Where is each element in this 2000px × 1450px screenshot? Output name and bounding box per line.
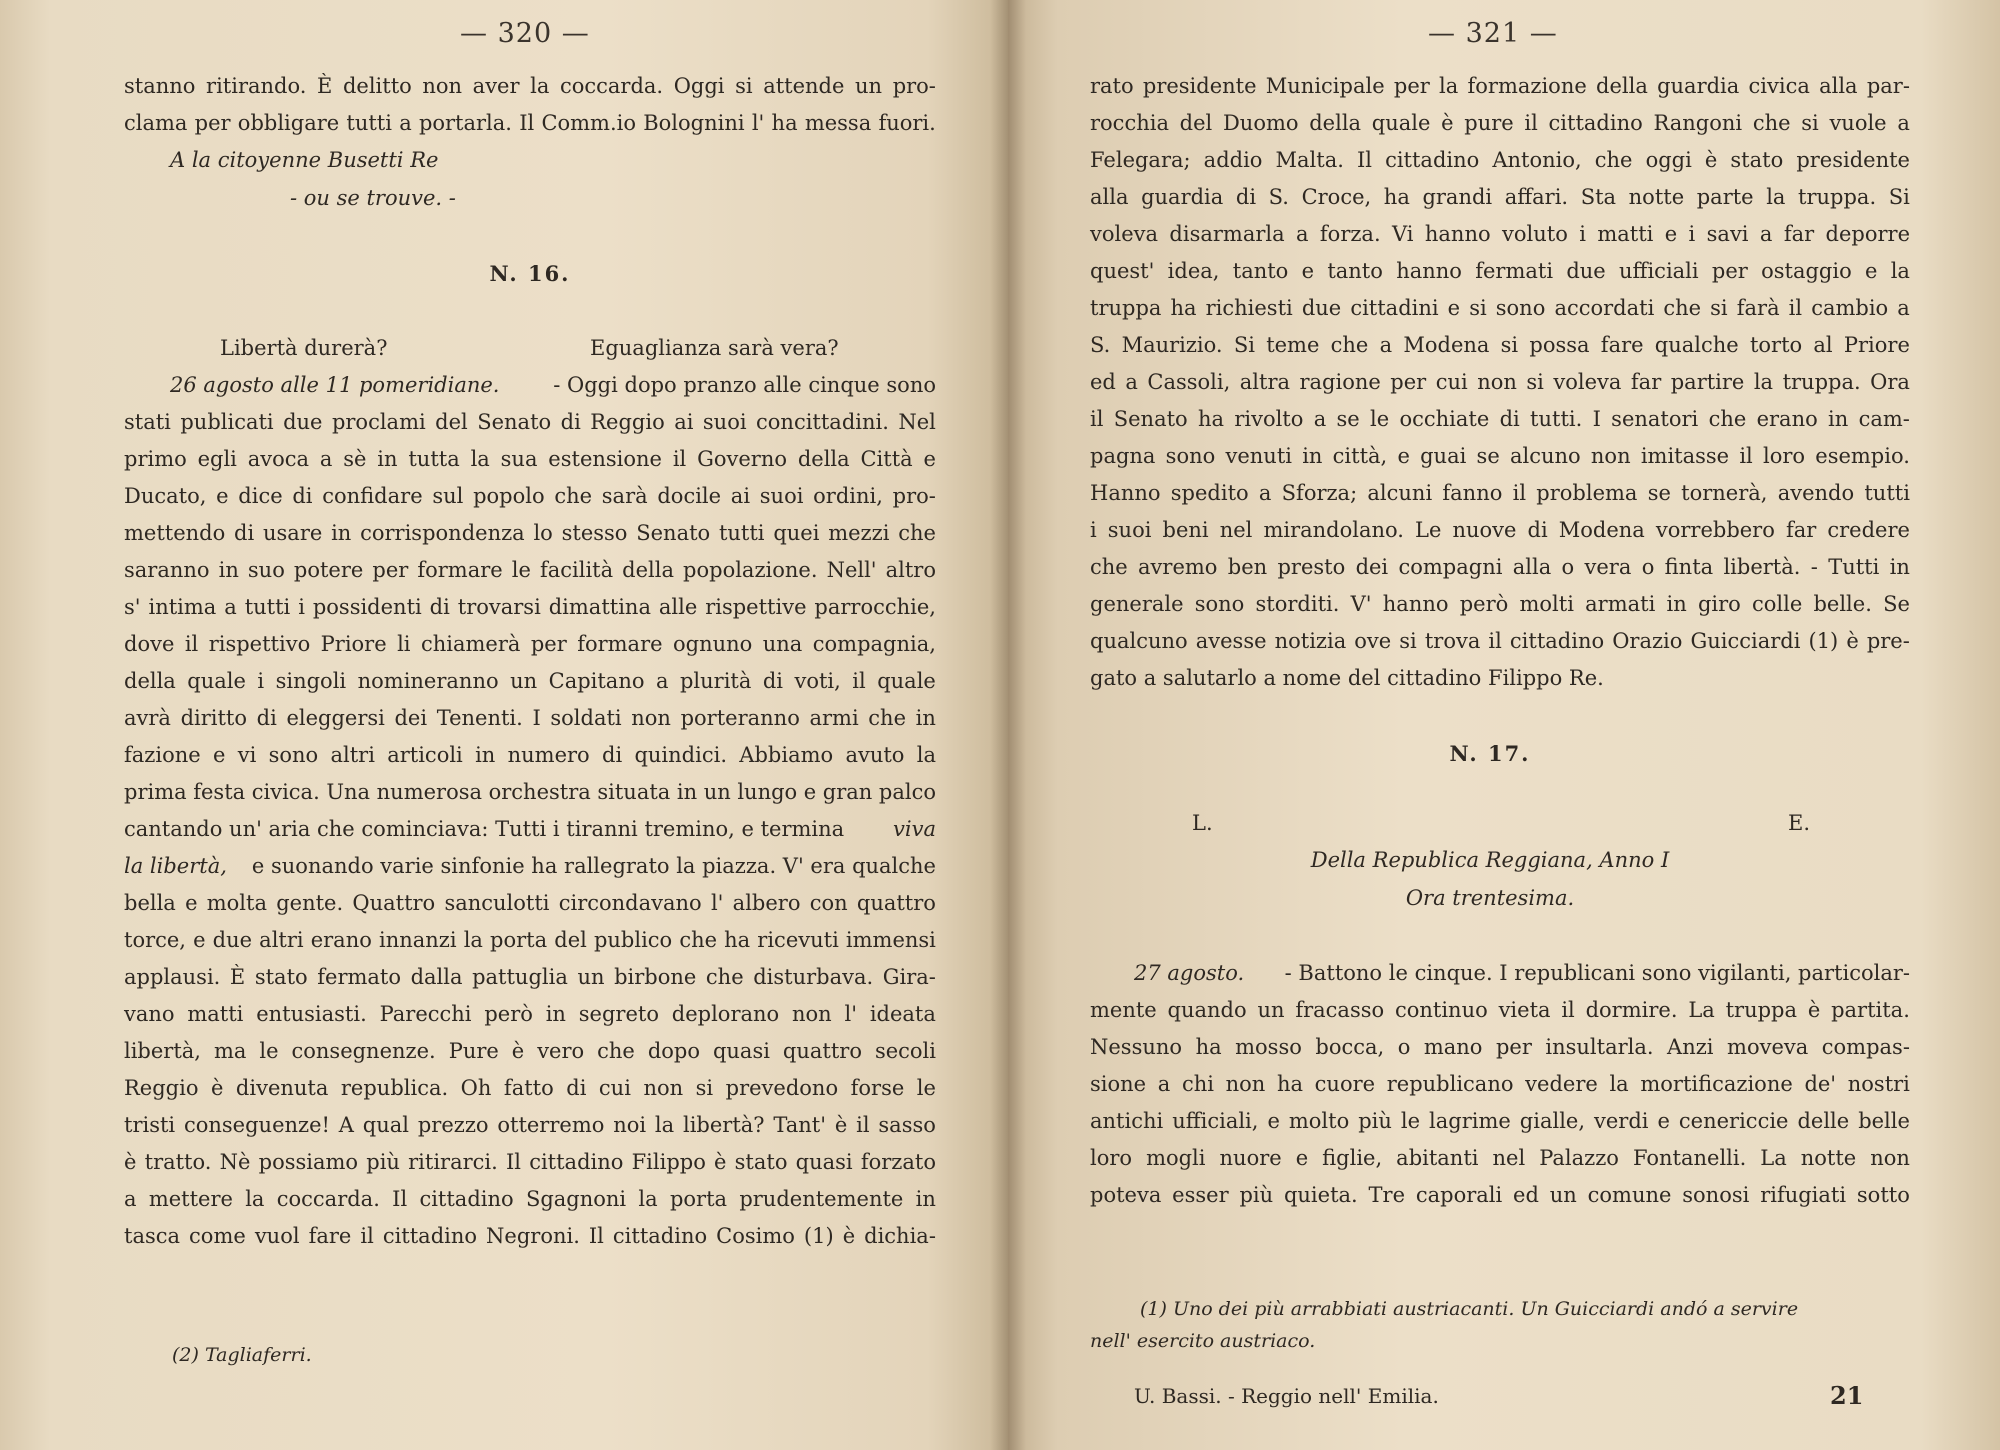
text-line: stanno ritirando. È delitto non aver la coccarda. Oggi si attende un pro- (124, 74, 936, 98)
section-heading: Della Republica Reggiana, Anno I (1310, 848, 1670, 872)
text-line: S. Maurizio. Si teme che a Modena si possa fare qualche torto al Priore (1090, 333, 1910, 357)
text-line: pagna sono venuti in città, e guai se alcuno non imitasse il loro esempio. (1090, 444, 1910, 468)
page-number-header: — 320 — (460, 18, 590, 49)
text-line: s' intima a tutti i possidenti di trovarsi dimattina alle rispettive parrocchie, (124, 595, 936, 619)
dateline: 27 agosto. (1134, 961, 1245, 985)
dateline: 26 agosto alle 11 pomeridiane. (170, 373, 500, 397)
text-line: della quale i singoli nomineranno un Capitano a plurità di voti, il quale (124, 669, 936, 693)
text-line: prima festa civica. Una numerosa orchestra situata in un lungo e gran palco (124, 780, 936, 804)
signature-folio: 21 (1830, 1381, 1864, 1410)
text-line: primo egli avoca a sè in tutta la sua estensione il Governo della Città e (124, 447, 936, 471)
text-line: mettendo di usare in corrispondenza lo stesso Senato tutti quei mezzi che (124, 521, 936, 545)
text-line: quest' idea, tanto e tanto hanno fermati due ufficiali per ostaggio e la (1090, 259, 1910, 283)
section-number: N. 16. (489, 261, 571, 286)
text-line: gato a salutarlo a nome del cittadino Filippo Re. (1090, 666, 1604, 690)
initial-left: L. (1192, 811, 1213, 835)
text-line: saranno in suo potere per formare le facilità della popolazione. Nell' altro (124, 558, 936, 582)
text-line: sione a chi non ha cuore republicano vedere la mortificazione de' nostri (1090, 1072, 1910, 1096)
section-heading: Ora trentesima. (1405, 886, 1575, 910)
right-page (1008, 0, 2000, 1450)
footnote-text: (1) Uno dei più arrabbiati austriacanti. Un Guicciardi andó a servire (1140, 1298, 1799, 1320)
text-line: applausi. È stato fermato dalla pattuglia un birbone che disturbava. Gira- (124, 965, 936, 989)
text-line: stati publicati due proclami del Senato di Reggio ai suoi concittadini. Nel (124, 410, 936, 434)
text-line: Reggio è divenuta republica. Oh fatto di cui non si prevedono forse le (124, 1076, 936, 1100)
text-line: tristi conseguenze! A qual prezzo otterremo noi la libertà? Tant' è il sasso (124, 1113, 936, 1137)
dateline-row (170, 375, 936, 396)
text-line: truppa ha richiesti due cittadini e si sono accordati che si farà il cambio a (1090, 296, 1910, 320)
text-line: Nessuno ha mosso bocca, o mano per insultarla. Anzi moveva compas- (1090, 1035, 1910, 1059)
footnote (1140, 1300, 1910, 1319)
motto-left: Libertà durerà? (220, 336, 388, 360)
page-number-header: — 321 — (1428, 18, 1558, 49)
text-line: libertà, ma le consegnenze. Pure è vero che dopo quasi quattro secoli (124, 1039, 936, 1063)
text-line: bella e molta gente. Quattro sanculotti circondavano l' albero con quattro (124, 891, 936, 915)
text-line: il Senato ha rivolto a se le occhiate di tutti. I senatori che erano in cam- (1090, 407, 1910, 431)
text-line: i suoi beni nel mirandolano. Le nuove di Modena vorrebbero far credere (1090, 518, 1910, 542)
text-line: loro mogli nuore e figlie, abitanti nel Palazzo Fontanelli. La notte non (1090, 1146, 1910, 1170)
text-fragment-italic: la libertà, (124, 854, 227, 878)
text-line: è tratto. Nè possiamo più ritirarci. Il cittadino Filippo è stato quasi forzato (124, 1150, 936, 1174)
footnote-continued: nell' esercito austriaco. (1090, 1330, 1316, 1352)
section-number: N. 17. (1449, 741, 1531, 766)
initial-right: E. (1788, 811, 1811, 835)
text-line: Ducato, e dice di confidare sul popolo che sarà docile ai suoi ordini, pro- (124, 484, 936, 508)
signature-text: U. Bassi. - Reggio nell' Emilia. (1134, 1384, 1439, 1408)
text-line: generale sono storditi. V' hanno però molti armati in giro colle belle. Se (1090, 592, 1910, 616)
text-fragment-italic: viva (893, 817, 936, 841)
dateline-row (1134, 963, 1910, 984)
letter-address: - ou se trouve. - (290, 186, 456, 210)
text-line: clama per obbligare tutti a portarla. Il Comm.io Bolognini l' ha messa fuori. (124, 111, 936, 135)
text-line: voleva disarmarla a forza. Vi hanno voluto i matti e i savi a far deporre (1090, 222, 1910, 246)
text-line: mente quando un fracasso continuo vieta il dormire. La truppa è partita. (1090, 998, 1910, 1022)
text-fragment: cantando un' aria che cominciava: Tutti i tiranni tremino, e termina (124, 817, 845, 841)
text-line: Hanno spedito a Sforza; alcuni fanno il problema se tornerà, avendo tutti (1090, 481, 1910, 505)
book-gutter (990, 0, 1026, 1450)
text-line: - Oggi dopo pranzo alle cinque sono (553, 373, 936, 397)
text-line: antichi ufficiali, e molto più le lagrime gialle, verdi e cenericcie delle belle (1090, 1109, 1910, 1133)
text-line: Felegara; addio Malta. Il cittadino Antonio, che oggi è stato presidente (1090, 148, 1910, 172)
motto-right: Eguaglianza sarà vera? (590, 336, 839, 360)
text-line: fazione e vi sono altri articoli in numero di quindici. Abbiamo avuto la (124, 743, 936, 767)
text-line: tasca come vuol fare il cittadino Negroni. Il cittadino Cosimo (1) è dichia- (124, 1224, 936, 1248)
text-line: ed a Cassoli, altra ragione per cui non si voleva far partire la truppa. Ora (1090, 370, 1910, 394)
text-line: avrà diritto di eleggersi dei Tenenti. I soldati non porteranno armi che in (124, 706, 936, 730)
text-line: rato presidente Municipale per la formazione della guardia civica alla par- (1090, 74, 1910, 98)
text-line: vano matti entusiasti. Parecchi però in segreto deplorano non l' ideata (124, 1002, 936, 1026)
letter-address: A la citoyenne Busetti Re (170, 148, 439, 172)
signature-line (1134, 1386, 1439, 1406)
text-fragment: e suonando varie sinfonie ha rallegrato la piazza. V' era qualche (251, 854, 936, 878)
text-line: rocchia del Duomo della quale è pure il cittadino Rangoni che si vuole a (1090, 111, 1910, 135)
text-line: poteva esser più quieta. Tre caporali ed un comune sonosi rifugiati sotto (1090, 1183, 1910, 1207)
text-line-mixed (124, 819, 936, 840)
text-line: alla guardia di S. Croce, ha grandi affari. Sta notte parte la truppa. Si (1090, 185, 1910, 209)
text-line-mixed (124, 856, 936, 877)
text-line: torce, e due altri erano innanzi la porta del publico che ha ricevuti immensi (124, 928, 936, 952)
text-line: dove il rispettivo Priore li chiamerà per formare ognuno una compagnia, (124, 632, 936, 656)
footnote: (2) Tagliaferri. (172, 1344, 312, 1366)
text-line: - Battono le cinque. I republicani sono vigilanti, particolar- (1284, 961, 1910, 985)
text-line: a mettere la coccarda. Il cittadino Sgagnoni la porta prudentemente in (124, 1187, 936, 1211)
text-line: qualcuno avesse notizia ove si trova il cittadino Orazio Guicciardi (1) è pre- (1090, 629, 1910, 653)
text-line: che avremo ben presto dei compagni alla o vera o finta libertà. - Tutti in (1090, 555, 1910, 579)
